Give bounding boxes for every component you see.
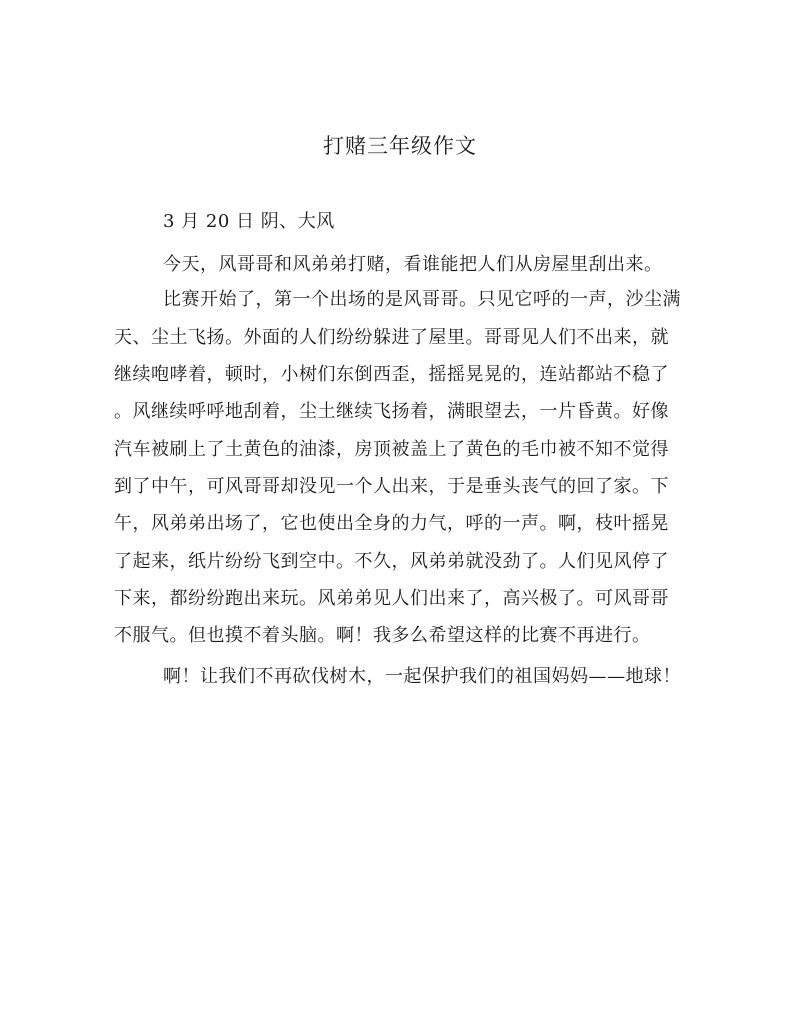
text-line: 不服气。但也摸不着头脑。啊！我多么希望这样的比赛不再进行。 — [114, 625, 651, 646]
text-line: 了起来，纸片纷纷飞到空中。不久，风弟弟就没劲了。人们见风停了 — [114, 551, 669, 572]
text-line: 天、尘土飞扬。外面的人们纷纷躲进了屋里。哥哥见人们不出来，就 — [114, 327, 669, 348]
text-line: 到了中午，可风哥哥却没见一个人出来，于是垂头丧气的回了家。下 — [114, 476, 669, 497]
text-line: 继续咆哮着，顿时，小树们东倒西歪，摇摇晃晃的，连站都站不稳了 — [114, 364, 669, 385]
text-line: 今天，风哥哥和风弟弟打赌，看谁能把人们从房屋里刮出来。 — [163, 254, 663, 275]
text-line: 比赛开始了，第一个出场的是风哥哥。只见它呼的一声，沙尘满 — [163, 289, 681, 310]
text-line: 啊！让我们不再砍伐树木，一起保护我们的祖国妈妈——地球！ — [163, 666, 681, 687]
text-line: 汽车被刷上了土黄色的油漆，房顶被盖上了黄色的毛巾被不知不觉得 — [114, 439, 669, 460]
text-line: 。风继续呼呼地刮着，尘土继续飞扬着，满眼望去，一片昏黄。好像 — [114, 401, 669, 422]
text-line: 午，风弟弟出场了，它也使出全身的力气，呼的一声。啊，枝叶摇晃 — [114, 513, 669, 534]
page-title: 打赌三年级作文 — [323, 134, 477, 158]
date-weather-line: 3 月 20 日 阴、大风 — [163, 211, 335, 232]
text-line: 下来，都纷纷跑出来玩。风弟弟见人们出来了，高兴极了。可风哥哥 — [114, 588, 669, 609]
